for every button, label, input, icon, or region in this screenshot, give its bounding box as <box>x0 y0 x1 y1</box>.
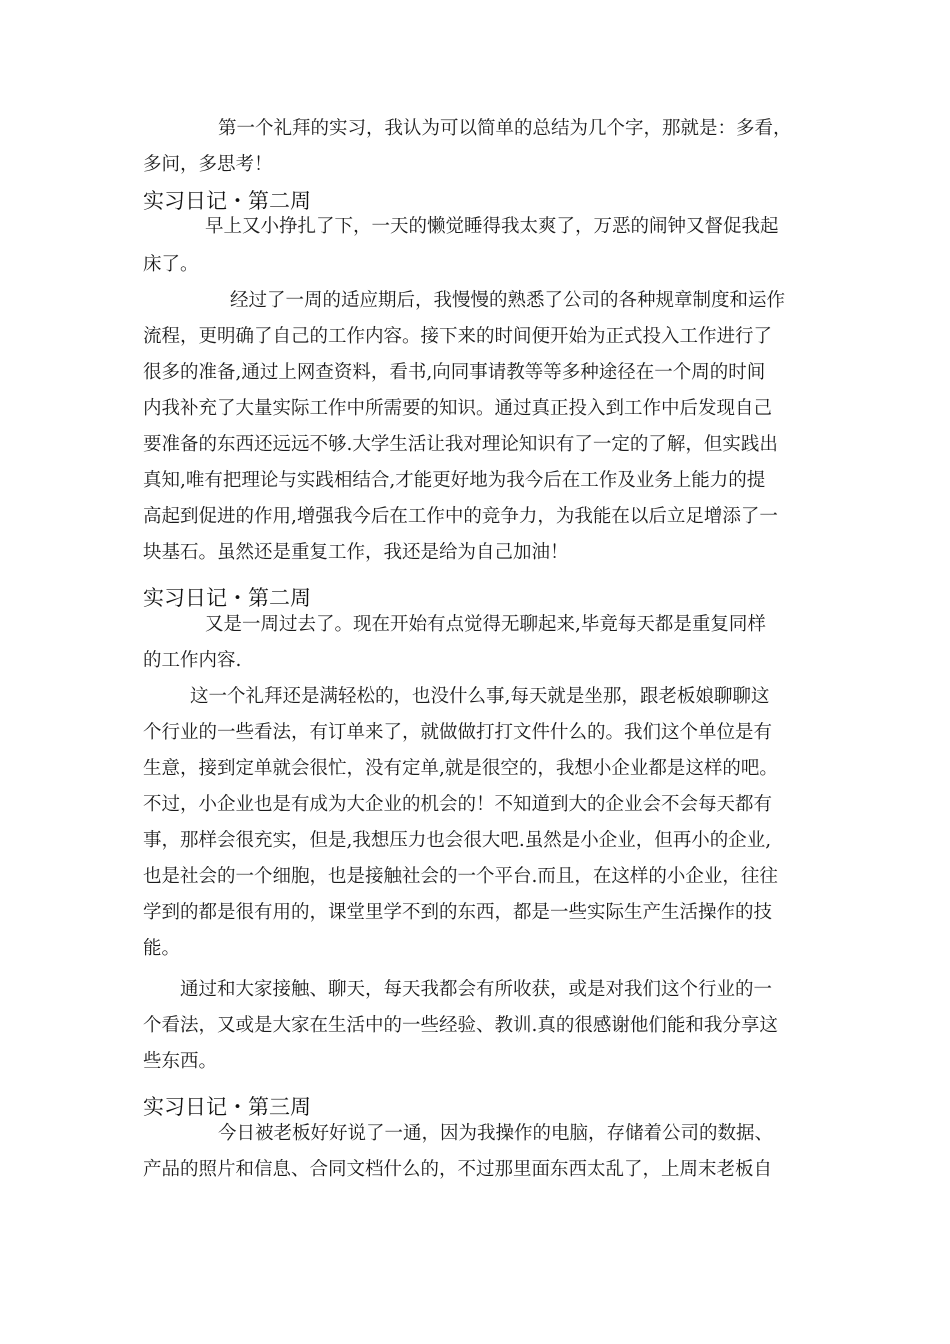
paragraph-line: 产品的照片和信息、合同文档什么的，不过那里面东西太乱了，上周末老板自 <box>143 1159 773 1180</box>
section-heading: 实习日记・第三周 <box>143 1095 311 1119</box>
paragraph-line: 事，那样会很充实，但是,我想压力也会很大吧.虽然是小企业，但再小的企业, <box>143 830 772 851</box>
paragraph-line: 个行业的一些看法，有订单来了，就做做打打文件什么的。我们这个单位是有 <box>143 722 773 743</box>
paragraph-line: 高起到促进的作用,增强我今后在工作中的竞争力，为我能在以后立足增添了一 <box>143 506 778 527</box>
paragraph-line: 今日被老板好好说了一通，因为我操作的电脑，存储着公司的数据、 <box>218 1123 774 1144</box>
paragraph-line: 块基石。虽然还是重复工作，我还是给为自己加油！ <box>143 542 569 563</box>
section-heading: 实习日记・第二周 <box>143 586 311 610</box>
paragraph-line: 些东西。 <box>143 1051 218 1072</box>
paragraph-line: 早上又小挣扎了下，一天的懒觉睡得我太爽了，万恶的闹钟又督促我起 <box>205 216 779 237</box>
paragraph-line: 学到的都是很有用的，课堂里学不到的东西，都是一些实际生产生活操作的技 <box>143 902 773 923</box>
paragraph-line: 也是社会的一个细胞，也是接触社会的一个平台.而且，在这样的小企业，往往 <box>143 866 778 887</box>
paragraph-line: 生意，接到定单就会很忙，没有定单,就是很空的，我想小企业都是这样的吧。 <box>143 758 778 779</box>
paragraph-line: 内我补充了大量实际工作中所需要的知识。通过真正投入到工作中后发现自己 <box>143 398 773 419</box>
paragraph-line: 多问，多思考！ <box>143 154 273 175</box>
paragraph-line: 流程，更明确了自己的工作内容。接下来的时间便开始为正式投入工作进行了 <box>143 326 773 347</box>
paragraph-line: 真知,唯有把理论与实践相结合,才能更好地为我今后在工作及业务上能力的提 <box>143 470 766 491</box>
paragraph-line: 能。 <box>143 938 181 959</box>
paragraph-line: 要准备的东西还远远不够.大学生活让我对理论知识有了一定的了解，但实践出 <box>143 434 778 455</box>
paragraph-line: 通过和大家接触、聊天，每天我都会有所收获，或是对我们这个行业的一 <box>180 979 773 1000</box>
paragraph-line: 又是一周过去了。现在开始有点觉得无聊起来,毕竟每天都是重复同样 <box>205 614 766 635</box>
paragraph-line: 第一个礼拜的实习，我认为可以简单的总结为几个字，那就是：多看， <box>218 118 792 139</box>
paragraph-line: 床了。 <box>143 254 199 275</box>
paragraph-line: 这一个礼拜还是满轻松的，也没什么事,每天就是坐那，跟老板娘聊聊这 <box>190 686 770 707</box>
paragraph-line: 个看法，又或是大家在生活中的一些经验、教训.真的很感谢他们能和我分享这 <box>143 1015 778 1036</box>
section-heading: 实习日记・第二周 <box>143 189 311 213</box>
paragraph-line: 经过了一周的适应期后，我慢慢的熟悉了公司的各种规章制度和运作 <box>230 290 786 311</box>
paragraph-line: 很多的准备,通过上网查资料，看书,向同事请教等等多种途径在一个周的时间 <box>143 362 766 383</box>
paragraph-line: 的工作内容. <box>143 650 242 671</box>
paragraph-line: 不过，小企业也是有成为大企业的机会的！不知道到大的企业会不会每天都有 <box>143 794 773 815</box>
